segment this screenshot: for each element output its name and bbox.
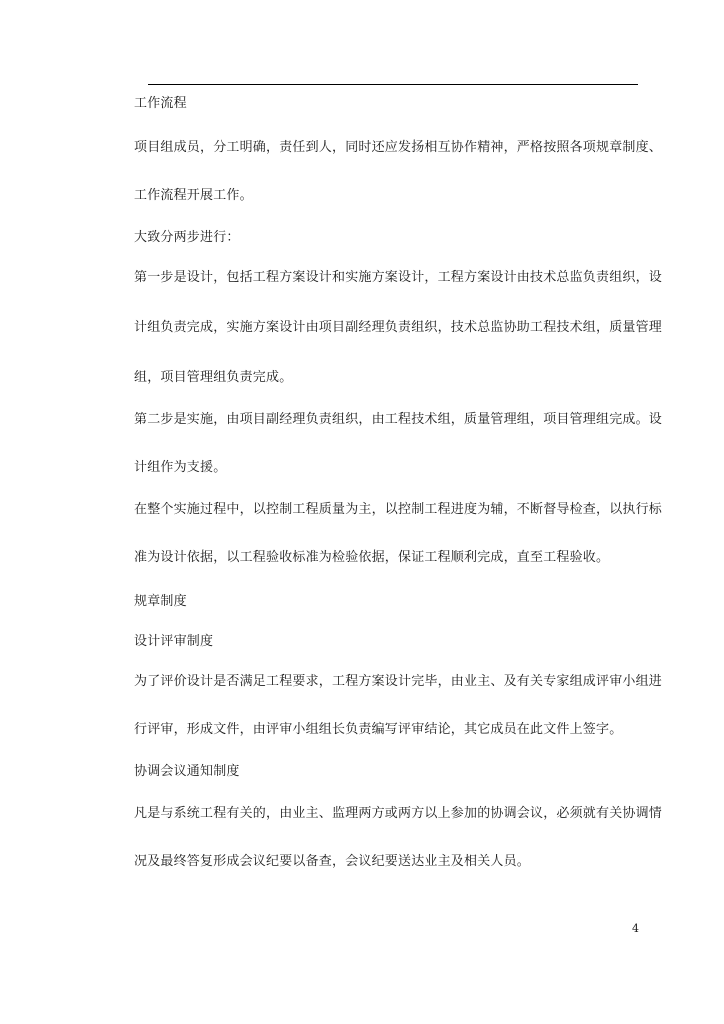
paragraph-line: 计组作为支援。 (134, 460, 227, 475)
header-rule (148, 84, 638, 85)
paragraph-line: 为了评价设计是否满足工程要求，工程方案设计完毕，由业主、及有关专家组成评审小组进 (134, 674, 663, 689)
section-heading-workflow: 工作流程 (134, 96, 187, 111)
paragraph-line: 凡是与系统工程有关的，由业主、监理两方或两方以上参加的协调会议，必须就有关协调情 (134, 806, 663, 821)
paragraph-line: 准为设计依据，以工程验收标准为检验依据，保证工程顺利完成，直至工程验收。 (134, 550, 610, 565)
page-number: 4 (632, 922, 639, 935)
paragraph-line: 况及最终答复形成会议纪要以备查，会议纪要送达业主及相关人员。 (134, 854, 531, 869)
paragraph-line: 第一步是设计，包括工程方案设计和实施方案设计，工程方案设计由技术总监负责组织，设 (134, 270, 663, 285)
paragraph-line: 项目组成员，分工明确，责任到人，同时还应发扬相互协作精神，严格按照各项规章制度、 (134, 140, 663, 155)
paragraph-line: 第二步是实施，由项目副经理负责组织，由工程技术组，质量管理组，项目管理组完成。设 (134, 412, 663, 427)
paragraph-line: 组，项目管理组负责完成。 (134, 370, 293, 385)
paragraph-line: 在整个实施过程中，以控制工程质量为主，以控制工程进度为辅，不断督导检查，以执行标 (134, 502, 663, 517)
subsection-heading-design-review: 设计评审制度 (134, 634, 214, 649)
paragraph-line: 计组负责完成，实施方案设计由项目副经理负责组织，技术总监协助工程技术组，质量管理 (134, 320, 663, 335)
paragraph-line: 行评审，形成文件，由评审小组组长负责编写评审结论，其它成员在此文件上签字。 (134, 722, 623, 737)
section-heading-rules: 规章制度 (134, 594, 187, 609)
subsection-heading-meeting-notice: 协调会议通知制度 (134, 764, 240, 779)
paragraph-line: 大致分两步进行： (134, 230, 240, 245)
paragraph-line: 工作流程开展工作。 (134, 188, 253, 203)
